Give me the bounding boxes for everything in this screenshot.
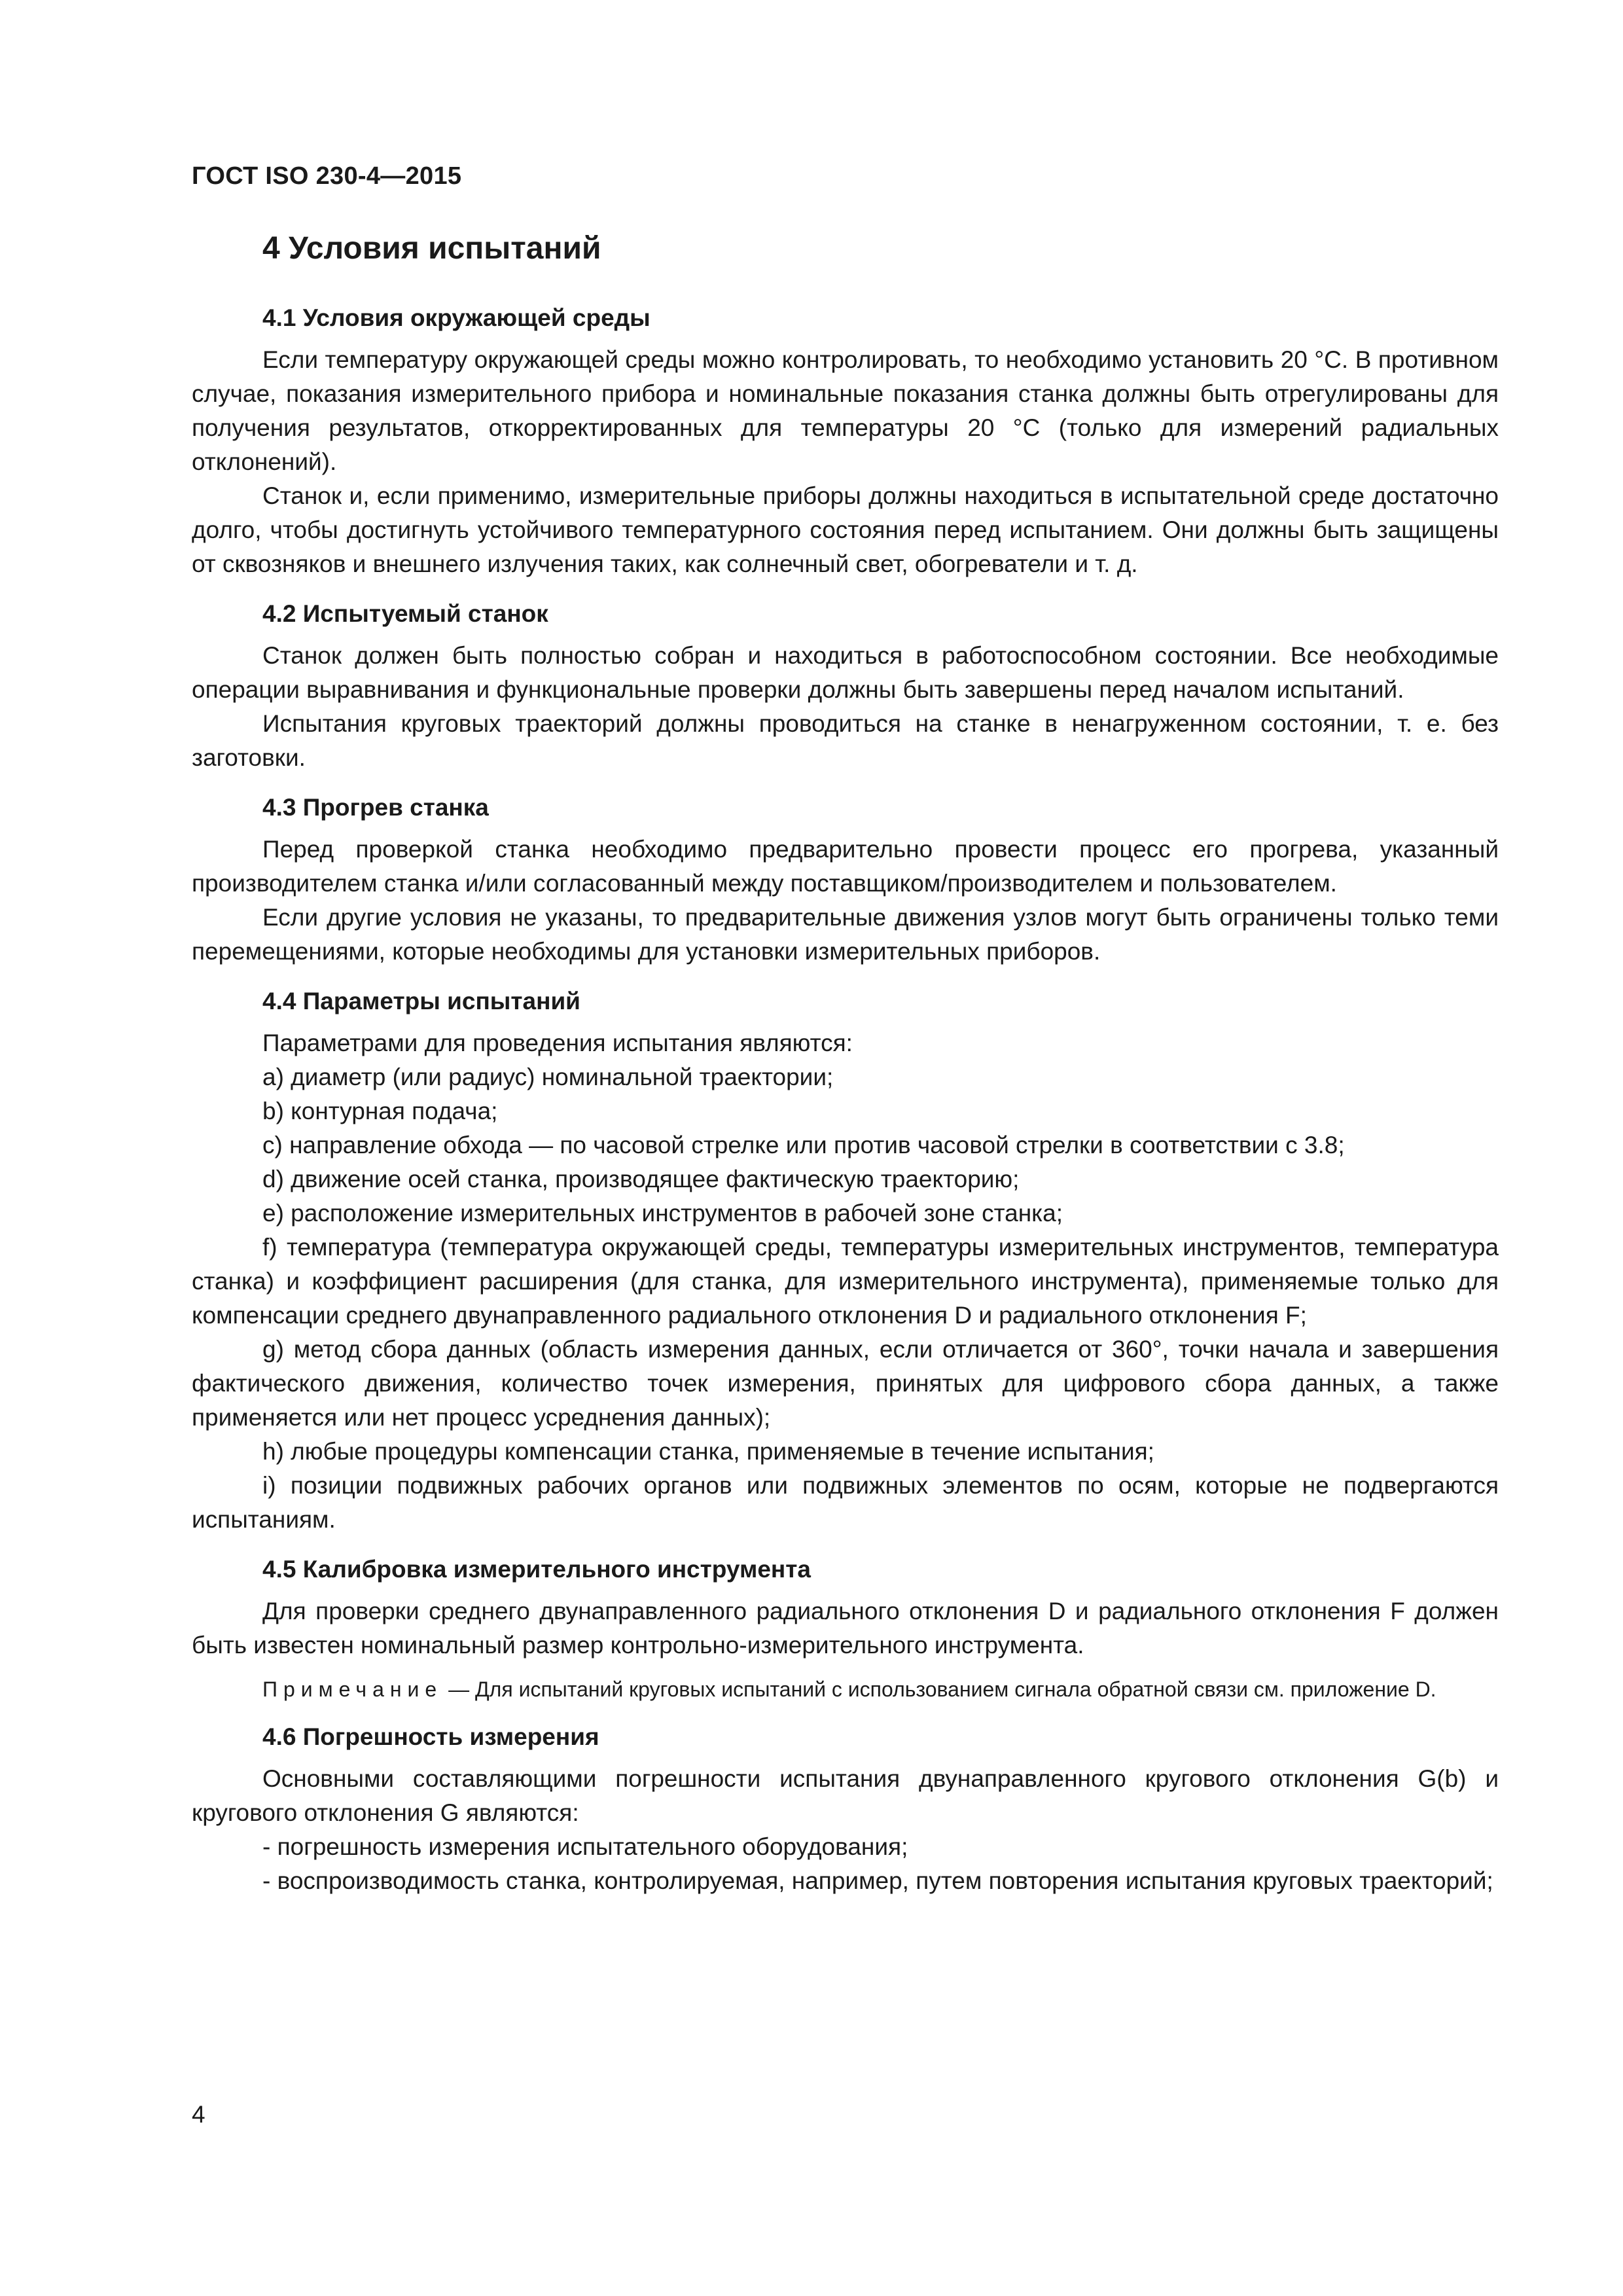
list-item: b) контурная подача;: [262, 1098, 498, 1124]
paragraph: Испытания круговых траекторий должны проводиться на станке в ненагруженном состоянии, т. е. без заготовки.: [192, 710, 1499, 771]
paragraph: Перед проверкой станка необходимо предварительно провести процесс его прогрева, указанный производителем станка и/или согласованный между поставщиком/производителем и пользователем.: [192, 836, 1499, 897]
subsection-4-5: [192, 1551, 1499, 1704]
subsection-4-1: [192, 300, 1499, 581]
subsection-title-4-1: 4.1 Условия окружающей среды: [262, 304, 651, 331]
standard-header: ГОСТ ISO 230-4—2015: [192, 162, 462, 190]
paragraph: Станок должен быть полностью собран и находиться в работоспособном состоянии. Все необходимые операции выравнивания и функциональные проверки должны быть завершены перед началом испытаний.: [192, 642, 1499, 703]
list-item: a) диаметр (или радиус) номинальной траектории;: [262, 1064, 834, 1090]
list-item: e) расположение измерительных инструментов в рабочей зоне станка;: [262, 1200, 1063, 1227]
subsection-title-4-2: 4.2 Испытуемый станок: [262, 600, 548, 627]
paragraph: Станок и, если применимо, измерительные приборы должны находиться в испытательной среде достаточно долго, чтобы достигнуть устойчивого температурного состояния перед испытанием. Они должны быть защищены от сквозняков и внешнего излучения таких, как солнечный свет, обогреватели и т. д.: [192, 482, 1499, 577]
subsection-4-4: [192, 983, 1499, 1537]
list-item: - погрешность измерения испытательного оборудования;: [262, 1833, 908, 1860]
list-item: f) температура (температура окружающей среды, температуры измерительных инструментов, температура станка) и коэффициент расширения (для станка, для измерительного инструмента), применяемые только для компенсации среднего двунаправленного радиального отклонения D и радиального отклонения F;: [192, 1234, 1499, 1329]
subsection-4-2: [192, 596, 1499, 775]
list-item: g) метод сбора данных (область измерения данных, если отличается от 360°, точки начала и завершения фактического движения, количество точек измерения, принятых для цифрового сбора данных, а также применяется или нет процесс усреднения данных);: [192, 1336, 1499, 1431]
paragraph: Если другие условия не указаны, то предварительные движения узлов могут быть ограничены только теми перемещениями, которые необходимы для установки измерительных приборов.: [192, 904, 1499, 965]
note: [192, 1674, 1499, 1704]
subsection-title-4-6: 4.6 Погрешность измерения: [262, 1723, 599, 1750]
note-label: Примечание: [262, 1677, 443, 1701]
list-item: d) движение осей станка, производящее фактическую траекторию;: [262, 1166, 1020, 1193]
list-item: c) направление обхода — по часовой стрелке или против часовой стрелки в соответствии с 3.8;: [262, 1132, 1345, 1158]
page-content: [192, 226, 1499, 1912]
paragraph: Если температуру окружающей среды можно контролировать, то необходимо установить 20 °С. В противном случае, показания измерительного прибора и номинальные показания станка должны быть отрегулированы для получения результатов, откорректированных для температуры 20 °С (только для измерений радиальных отклонений).: [192, 346, 1499, 475]
note-text: — Для испытаний круговых испытаний с использованием сигнала обратной связи см. приложение D.: [442, 1677, 1436, 1701]
list-item: h) любые процедуры компенсации станка, применяемые в течение испытания;: [262, 1438, 1154, 1465]
subsection-4-3: [192, 789, 1499, 969]
paragraph: Для проверки среднего двунаправленного радиального отклонения D и радиального отклонения F должен быть известен номинальный размер контрольно-измерительного инструмента.: [192, 1598, 1499, 1659]
section-title: 4 Условия испытаний: [262, 231, 601, 266]
list-item: - воспроизводимость станка, контролируемая, например, путем повторения испытания круговых траекторий;: [262, 1867, 1493, 1894]
list-intro: Параметрами для проведения испытания являются:: [262, 1030, 853, 1056]
page-number: 4: [192, 2101, 205, 2128]
subsection-title-4-5: 4.5 Калибровка измерительного инструмента: [262, 1556, 811, 1583]
list-item: i) позиции подвижных рабочих органов или подвижных элементов по осям, которые не подвергаются испытаниям.: [192, 1472, 1499, 1533]
paragraph: Основными составляющими погрешности испытания двунаправленного кругового отклонения G(b) и кругового отклонения G являются:: [192, 1765, 1499, 1826]
subsection-4-6: [192, 1719, 1499, 1898]
subsection-title-4-3: 4.3 Прогрев станка: [262, 794, 489, 821]
subsection-title-4-4: 4.4 Параметры испытаний: [262, 988, 580, 1014]
